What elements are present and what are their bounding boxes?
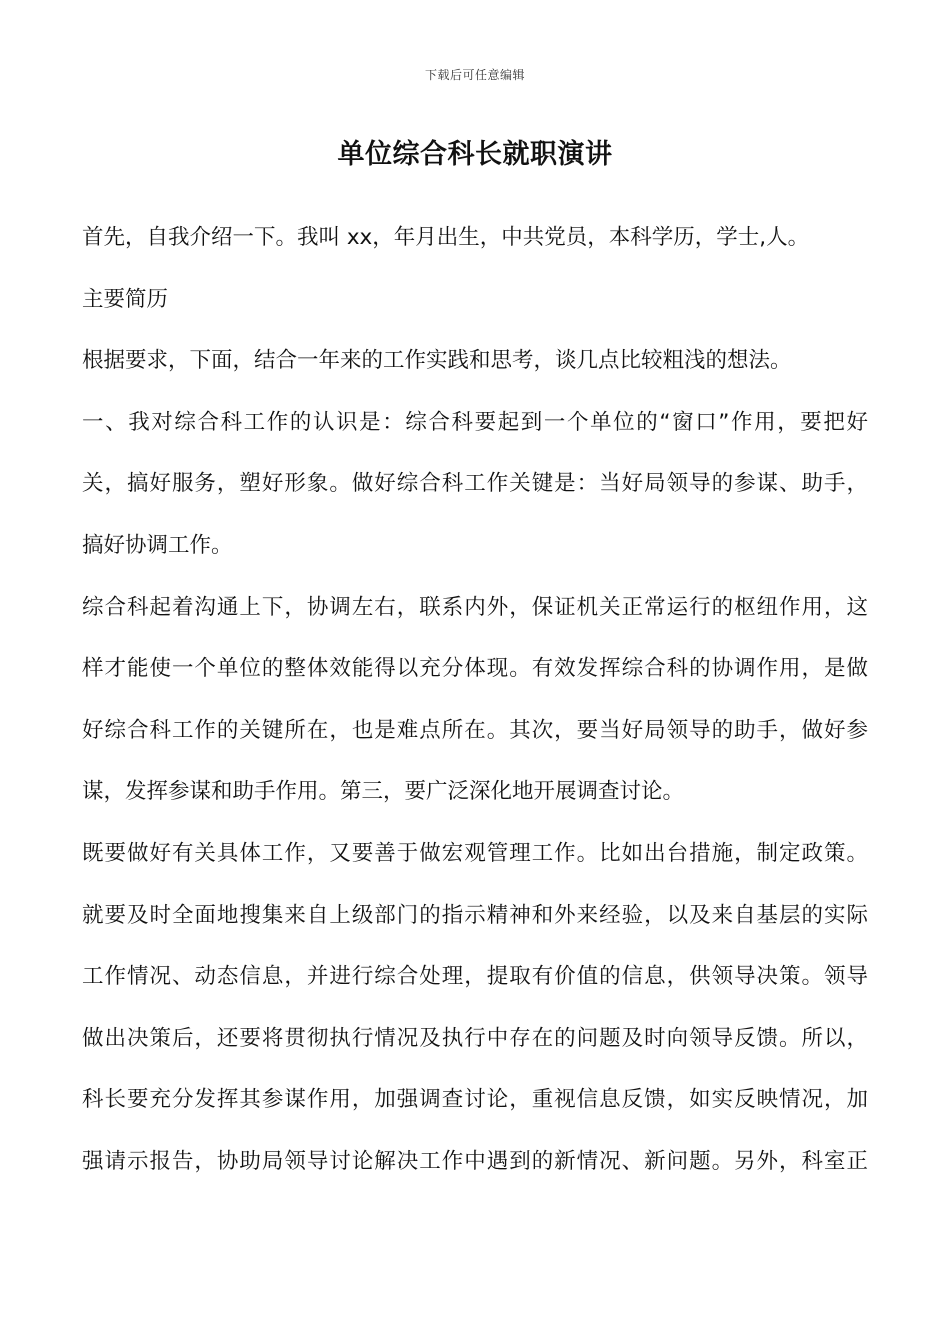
body-line: 关，搞好服务，塑好形象。做好综合科工作关键是：当好局领导的参谋、助手， xyxy=(82,471,868,497)
body-line: 做出决策后，还要将贯彻执行情况及执行中存在的问题及时向领导反馈。所以， xyxy=(82,1025,868,1051)
body-line: 根据要求，下面，结合一年来的工作实践和思考，谈几点比较粗浅的想法。 xyxy=(82,348,792,374)
body-line: 科长要充分发挥其参谋作用，加强调查讨论，重视信息反馈，如实反映情况，加 xyxy=(82,1087,868,1113)
body-line: 主要简历 xyxy=(82,286,169,312)
body-line: 工作情况、动态信息，并进行综合处理，提取有价值的信息，供领导决策。领导 xyxy=(82,964,868,990)
body-line: 样才能使一个单位的整体效能得以充分体现。有效发挥综合科的协调作用，是做 xyxy=(82,656,868,682)
body-line: 既要做好有关具体工作，又要善于做宏观管理工作。比如出台措施，制定政策。 xyxy=(82,840,868,866)
body-line: 搞好协调工作。 xyxy=(82,532,233,558)
document-title: 单位综合科长就职演讲 xyxy=(337,139,613,170)
body-line: 好综合科工作的关键所在，也是难点所在。其次，要当好局领导的助手，做好参 xyxy=(82,717,868,743)
document-body xyxy=(82,214,868,1200)
body-line: 强请示报告，协助局领导讨论解决工作中遇到的新情况、新问题。另外，科室正 xyxy=(82,1148,868,1174)
header-note: 下载后可任意编辑 xyxy=(424,68,525,82)
body-line: 综合科起着沟通上下，协调左右，联系内外，保证机关正常运行的枢纽作用，这 xyxy=(82,594,868,620)
body-line: 一、我对综合科工作的认识是：综合科要起到一个单位的“窗口”作用，要把好 xyxy=(82,409,868,435)
body-line: 首先，自我介绍一下。我叫 xx，年月出生，中共党员，本科学历，学士,人。 xyxy=(82,225,810,250)
body-line: 就要及时全面地搜集来自上级部门的指示精神和外来经验，以及来自基层的实际 xyxy=(82,902,868,928)
body-line: 谋，发挥参谋和助手作用。第三，要广泛深化地开展调查讨论。 xyxy=(82,779,685,805)
